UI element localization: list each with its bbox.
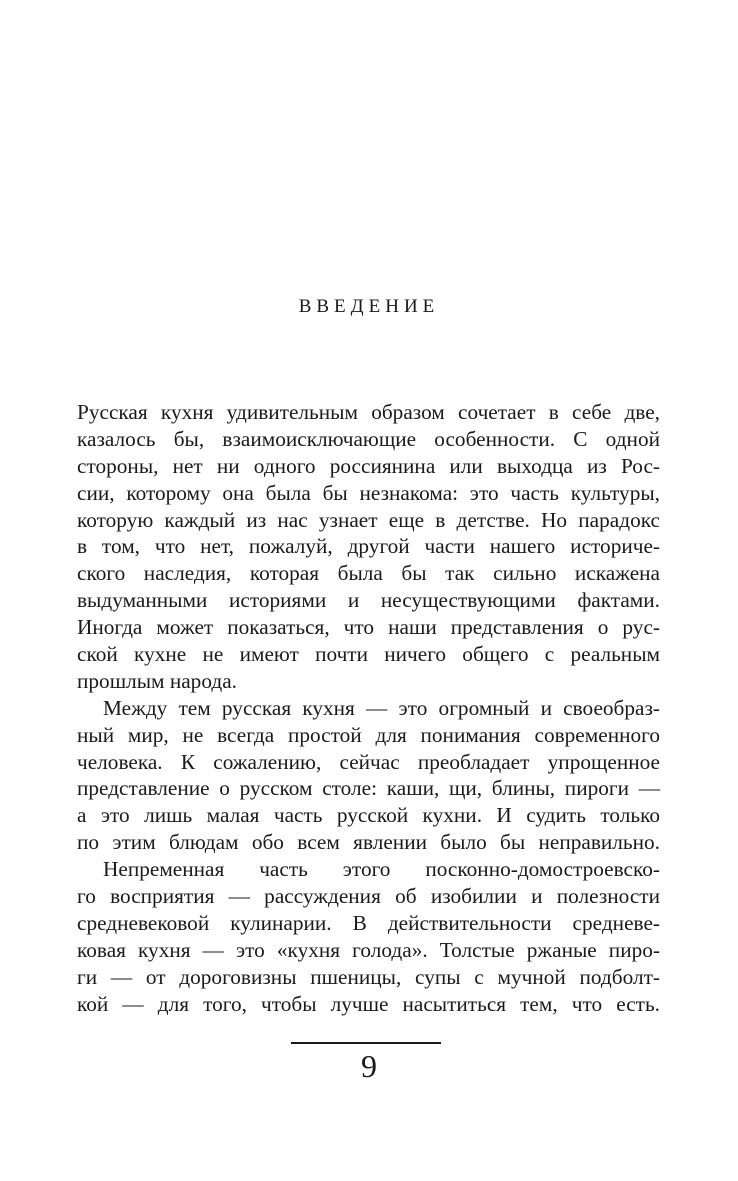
text-line: ный мир, не всегда простой для понимания современного [77,722,660,747]
text-line: средневековой кулинарии. В действительности средневе- [77,910,660,935]
text-line: которую каждый из нас узнает еще в детстве. Но парадокс [77,507,660,532]
footer-rule [291,1042,441,1044]
text-line: по этим блюдам обо всем явлении было бы неправильно. [77,830,660,855]
text-line: прошлым народа. [77,668,237,693]
text-line: выдуманными историями и несуществующими фактами. [77,588,660,613]
text-line: человека. К сожалению, сейчас преобладает упрощенное [77,749,660,774]
paragraph-2 [77,695,660,856]
text-line: ской кухне не имеют почти ничего общего с реальным [77,642,660,667]
text-line: Иногда может показаться, что наши представления о рус- [77,615,660,640]
paragraph-3 [77,856,660,1017]
text-line: Русская кухня удивительным образом сочетает в себе две, [77,400,660,424]
text-line: кой — для того, чтобы лучше насытиться тем, что есть. [77,991,660,1016]
text-line: казалось бы, взаимоисключающие особенности. С одной [77,426,660,451]
chapter-title: ВВЕДЕНИЕ [298,296,440,317]
text-line: ского наследия, которая была бы так сильно искажена [77,561,660,586]
text-line: Между тем русская кухня — это огромный и своеобраз- [103,695,660,720]
text-line: а это лишь малая часть русской кухни. И судить только [77,803,660,828]
text-line: в том, что нет, пожалуй, другой части нашего историче- [77,534,660,559]
text-line: го восприятия — рассуждения об изобилии и полезности [77,884,660,909]
body-text [77,399,660,1017]
text-line: Непременная часть этого посконно-домостроевско- [103,857,660,882]
text-line: стороны, нет ни одного россиянина или выходца из Рос- [77,453,660,478]
paragraph-1 [77,399,660,695]
page-number: 9 [361,1048,377,1084]
text-line: представление о русском столе: каши, щи, блины, пироги — [77,776,660,801]
text-line: ковая кухня — это «кухня голода». Толстые ржаные пиро- [77,937,660,962]
text-line: ги — от дороговизны пшеницы, супы с мучной подболт- [77,964,660,989]
text-line: сии, которому она была бы незнакома: это часть культуры, [77,480,660,505]
